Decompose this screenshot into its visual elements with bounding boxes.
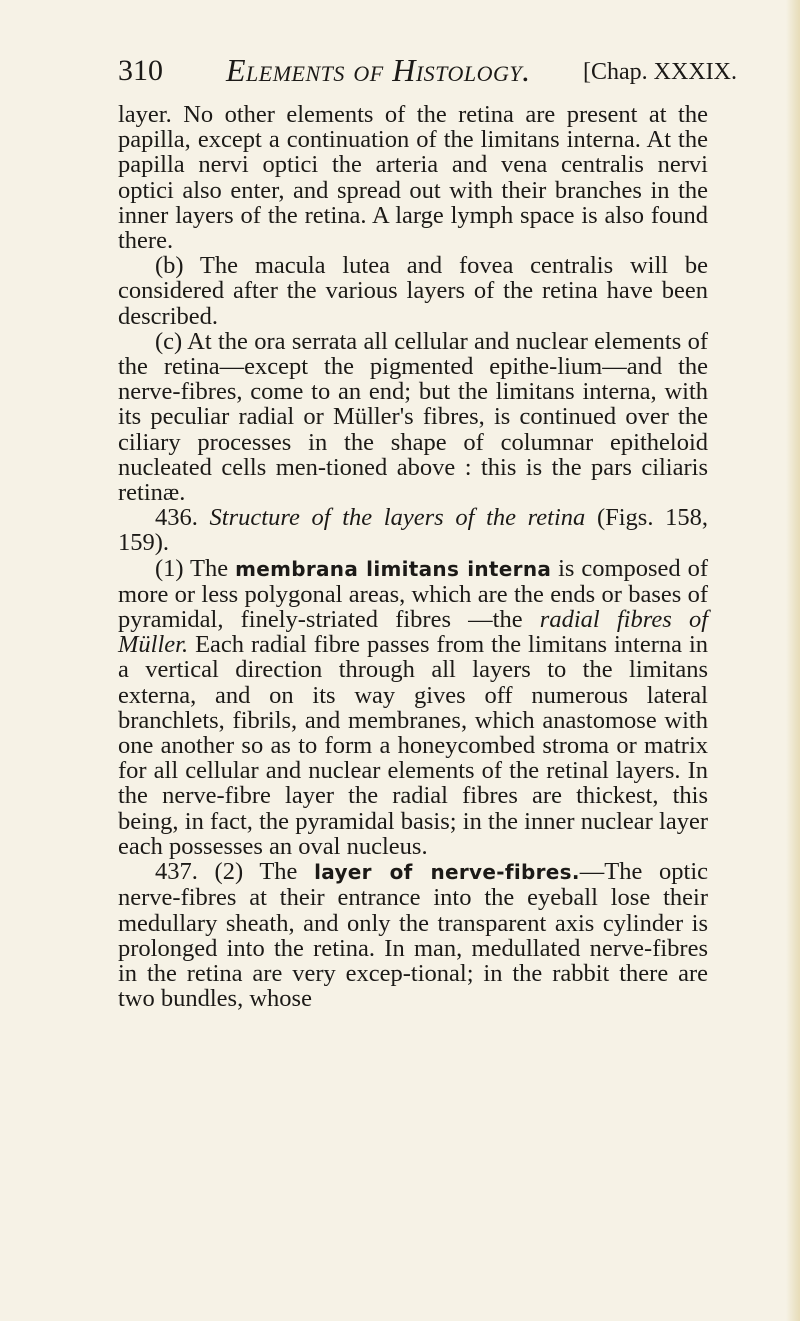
- text-segment: Each radial fibre passes from the limitans interna in a vertical direction through all layers to the limitans externa, and on its way gives off numerous lateral branchlets, fibrils, and membranes, which anastomose with one another so as to form a honeycombed stroma or matrix for all cellular and nuclear elements of the retinal layers. In the nerve-fibre layer the radial fibres are thickest, this being, in fact, the pyramidal basis; in the inner nuclear layer each possesses an oval nucleus.: [118, 631, 709, 860]
- paragraph-continuation: layer. No other elements of the retina are present at the papilla, except a continuation of the limitans interna. At the papilla nervi optici the arteria and vena centralis nervi optici also enter, and spread out with their branches in the inner layers of the retina. A large lymph space is also found there.: [118, 101, 708, 255]
- paragraph-ora-serrata: (c) At the ora serrata all cellular and nuclear elements of the retina—except the pigmented epithe-lium—and the nerve-fibres, come to an end; but the limitans interna, with its peculiar radial or Müller's fibres, is continued over the ciliary processes in the shape of columnar epitheloid nucleated cells men-tioned above : this is the pars ciliaris retinæ.: [118, 327, 708, 507]
- page-number: 310: [118, 54, 163, 87]
- running-header: [0, 54, 800, 94]
- section-437: [118, 859, 708, 1011]
- term-nerve-fibres: layer of nerve-fibres.: [314, 860, 580, 885]
- term-limitans-interna: membrana limitans interna: [235, 556, 552, 581]
- text-segment: is composed of more or less polygonal areas, which are the ends or bases of pyramidal, finely-striated fibres —the: [118, 554, 709, 634]
- section-number: 436.: [155, 504, 198, 532]
- section-number: 437. (2) The: [155, 858, 298, 886]
- section-436-heading: [118, 505, 708, 555]
- page-edge: [786, 0, 800, 1321]
- italic-term: radial fibres of Müller.: [118, 606, 708, 659]
- paragraph-macula: (b) The macula lutea and fovea centralis will be considered after the various layers of the retina have been described.: [118, 252, 708, 330]
- figure-reference: (Figs. 158, 159).: [118, 504, 708, 557]
- text-segment: —The optic nerve-fibres at their entrance into the eyeball lose their medullary sheath, and only the transparent axis cylinder is prolonged into the retina. In man, medullated nerve-fibres in the retina are very excep-tional; in the rabbit there are two bundles, whose: [118, 858, 708, 1013]
- body-text: [118, 102, 708, 1011]
- running-title: Elements of Histology.: [226, 52, 531, 88]
- lead-text: (1) The: [155, 554, 229, 582]
- chapter-label: [Chap. XXXIX.: [583, 59, 737, 85]
- paragraph-limitans-interna: [118, 556, 708, 859]
- section-title: Structure of the layers of the retina: [209, 504, 586, 532]
